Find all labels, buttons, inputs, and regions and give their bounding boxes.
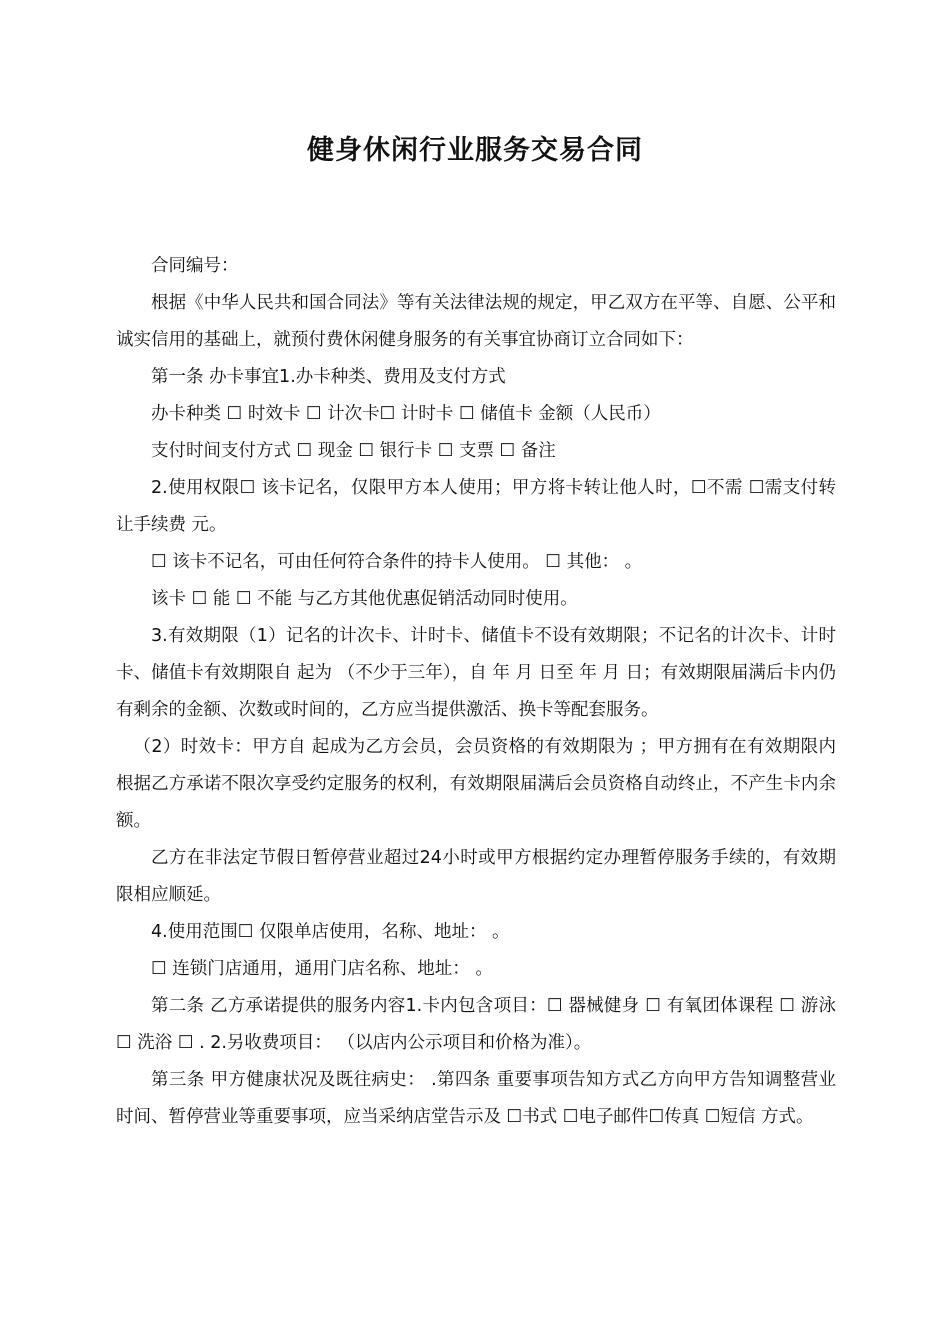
article-two-paragraph: 第二条 乙方承诺提供的服务内容1.卡内包含项目：☐ 器械健身 ☐ 有氧团体课程 ☐ 游泳 ☐ 洗浴 ☐ . 2.另收费项目： （以店内公示项目和价格为准）。 <box>116 996 836 1053</box>
time-card-paragraph: （2）时效卡：甲方自 起成为乙方会员，会员资格的有效期限为 ；甲方拥有在有效期限内根据乙方承诺不限次享受约定服务的权利，有效期限届满后会员资格自动终止，不产生卡内余额。 <box>116 737 836 831</box>
article-three-four-paragraph: 第三条 甲方健康状况及既往病史： .第四条 重要事项告知方式乙方向甲方告知调整营业时间、暂停营业等重要事项，应当采纳店堂告示及 ☐书式 ☐电子邮件☐传真 ☐短信 方式。 <box>116 1070 836 1127</box>
single-store-scope-line: 4.使用范围☐ 仅限单店使用，名称、地址： 。 <box>151 922 510 942</box>
usage-rights-paragraph: 2.使用权限☐ 该卡记名，仅限甲方本人使用；甲方将卡转让他人时，☐不需 ☐需支付转让手续费 元。 <box>116 478 836 535</box>
preamble-paragraph: 根据《中华人民共和国合同法》等有关法律法规的规定，甲乙双方在平等、自愿、公平和诚实信用的基础上，就预付费休闲健身服务的有关事宜协商订立合同如下： <box>116 293 836 350</box>
article-one-heading: 第一条 办卡事宜1.办卡种类、费用及支付方式 <box>151 367 506 387</box>
contract-number-line: 合同编号： <box>151 256 239 276</box>
chain-store-scope-line: ☐ 连锁门店通用，通用门店名称、地址： 。 <box>151 959 493 979</box>
payment-method-line: 支付时间支付方式 ☐ 现金 ☐ 银行卡 ☐ 支票 ☐ 备注 <box>151 441 556 461</box>
validity-period-paragraph: 3.有效期限（1）记名的计次卡、计时卡、储值卡不设有效期限；不记名的计次卡、计时卡、储值卡有效期限自 起为 （不少于三年），自 年 月 日至 年 月 日；有效期限届满后卡内仍有剩余的金额、次数或时间的，乙方应当提供激活、换卡等配套服务。 <box>116 626 836 720</box>
document-body <box>116 248 836 1136</box>
document-title: 健身休闲行业服务交易合同 <box>307 135 643 166</box>
card-type-line: 办卡种类 ☐ 时效卡 ☐ 计次卡☐ 计时卡 ☐ 储值卡 金额（人民币） <box>151 404 661 424</box>
suspension-extension-paragraph: 乙方在非法定节假日暂停营业超过24小时或甲方根据约定办理暂停服务手续的，有效期限相应顺延。 <box>116 848 836 905</box>
unregistered-card-line: ☐ 该卡不记名，可由任何符合条件的持卡人使用。 ☐ 其他： 。 <box>151 552 643 572</box>
promotion-combination-line: 该卡 ☐ 能 ☐ 不能 与乙方其他优惠促销活动同时使用。 <box>151 589 578 609</box>
